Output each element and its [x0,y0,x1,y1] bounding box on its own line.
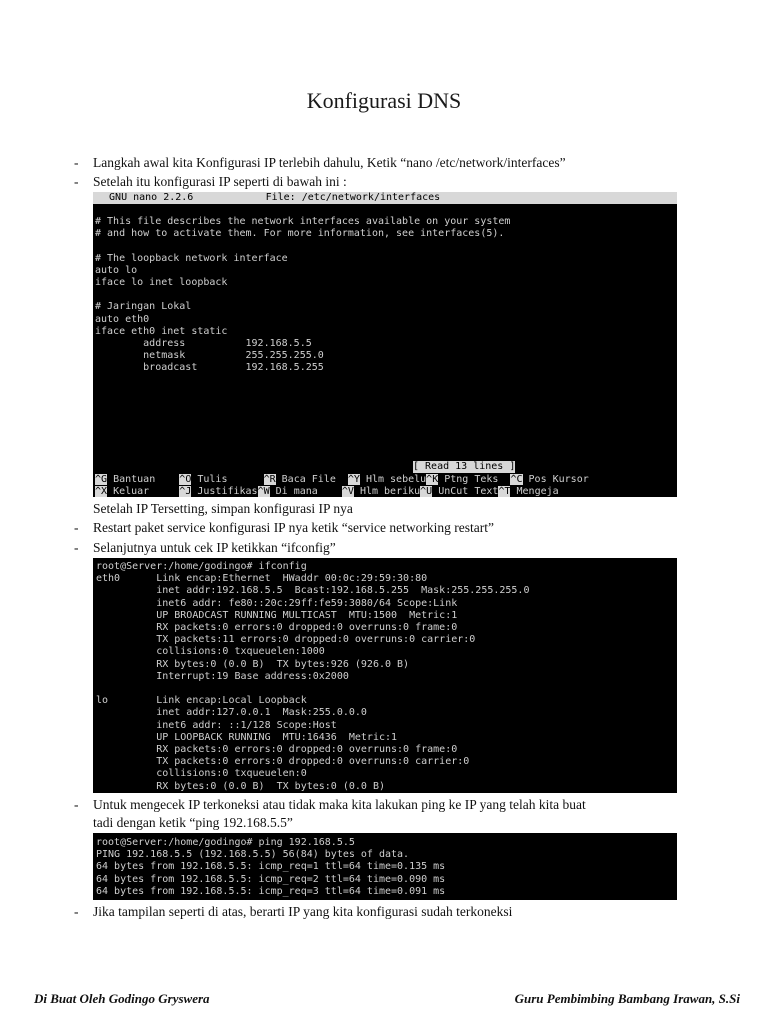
nano-status-text: [ Read 13 lines ] [413,461,516,472]
ifconfig-output: root@Server:/home/godingo# ifconfig eth0 Link encap:Ethernet HWaddr 00:0c:29:59:30:80 inet addr:192.168.5.5 Bcast:192.168.5.255 Mask:255.255.255.0 inet6 addr: fe80::20c:29ff:fe59:3080/64 Scope:Link UP BROADCAST RUNNING MULTICAST MTU:1500 Metric:1 RX packets:0 errors:0 dropped:0 overruns:0 frame:0 TX packets:11 errors:0 dropped:0 overruns:0 carrier:0 collisions:0 txqueuelen:1000 RX bytes:0 (0.0 B) TX bytes:926 (926.0 B) Interrupt:19 Base address:0x2000 lo Link encap:Local Loopback inet addr:127.0.0.1 Mask:255.0.0.0 inet6 addr: ::1/128 Scope:Host UP LOOPBACK RUNNING MTU:16436 Metric:1 RX packets:0 errors:0 dropped:0 overruns:0 frame:0 TX packets:0 errors:0 dropped:0 overruns:0 carrier:0 collisions:0 txqueuelen:0 RX bytes:0 (0.0 B) TX bytes:0 (0.0 B) [96,561,530,792]
list-item-text: Selanjutnya untuk cek IP ketikkan “ifconfig” [93,540,336,555]
nano-shortcut-key: ^W [257,486,270,497]
nano-shortcut-key: ^R [263,474,276,485]
list-item-text: Setelah itu konfigurasi IP seperti di bawah ini : [93,174,347,189]
nano-shortcut-label: Hlm sebelu [359,474,427,485]
nano-shortcut-label: Baca File [275,474,348,485]
nano-shortcut-key: ^T [498,486,511,497]
bullet-dash: - [74,174,79,189]
ping-terminal-screenshot [93,833,677,900]
nano-shortcut-key: ^Y [347,474,360,485]
nano-shortcut-label: Hlm beriku [353,486,421,497]
nano-shortcut-label: Justifikas [191,486,258,497]
list-item [74,173,694,191]
list-item-text: Untuk mengecek IP terkoneksi atau tidak maka kita lakukan ping ke IP yang telah kita buat [93,797,586,812]
nano-shortcut-row [95,486,589,497]
nano-shortcut-label: Pos Kursor [522,474,589,485]
ifconfig-terminal-screenshot [93,558,677,793]
bullet-dash: - [74,904,79,919]
list-item-text: Restart paket service konfigurasi IP nya ketik “service networking restart” [93,520,494,535]
nano-shortcut-label: Tulis [191,474,264,485]
nano-shortcut-label: Keluar [107,486,180,497]
nano-shortcut-label: Mengeja [510,486,559,497]
nano-status-bar [413,461,515,473]
list-item-text-continued: tadi dengan ketik “ping 192.168.5.5” [93,815,293,830]
nano-shortcut-bar [95,474,589,497]
nano-shortcut-key: ^X [95,486,108,497]
document-title: Konfigurasi DNS [306,88,462,113]
nano-shortcut-key: ^V [341,486,354,497]
nano-shortcut-label: Di mana [269,486,342,497]
nano-shortcut-key: ^J [179,486,192,497]
nano-shortcut-key: ^O [179,474,192,485]
footer-supervisor: Guru Pembimbing Bambang Irawan, S.Si [514,991,740,1006]
list-item-text: Jika tampilan seperti di atas, berarti IP yang kita konfigurasi sudah terkoneksi [93,904,513,919]
nano-shortcut-key: ^K [426,474,439,485]
nano-shortcut-row [95,474,589,486]
bullet-dash: - [74,540,79,555]
nano-shortcut-label: Ptng Teks [438,474,511,485]
bullet-dash: - [74,520,79,535]
footer-author: Di Buat Oleh Godingo Gryswera [34,991,210,1006]
bullet-dash: - [74,797,79,812]
nano-shortcut-key: ^U [420,486,433,497]
nano-file-content: # This file describes the network interfaces available on your system # and how to activate them. For more information, see interfaces(5). # The loopback network interface auto lo iface lo inet loopback # Jaringan Lokal auto eth0 iface eth0 inet static address 192.168.5.5 netmask 255.255.255.0 broadcast 192.168.5.255 [95,216,511,374]
bullet-dash: - [74,155,79,170]
ping-output: root@Server:/home/godingo# ping 192.168.5.5 PING 192.168.5.5 (192.168.5.5) 56(84) bytes of data. 64 bytes from 192.168.5.5: icmp_req=1 ttl=64 time=0.135 ms 64 bytes from 192.168.5.5: icmp_req=2 ttl=64 time=0.090 ms 64 bytes from 192.168.5.5: icmp_req=3 ttl=64 time=0.091 ms [96,837,446,897]
nano-shortcut-label: Bantuan [107,474,180,485]
nano-header-text: GNU nano 2.2.6 File: /etc/network/interfaces [97,192,441,203]
list-item [74,539,694,557]
list-item [74,796,694,832]
list-item [74,903,694,921]
nano-shortcut-label: UnCut Text [432,486,499,497]
nano-shortcut-key: ^G [95,474,108,485]
list-item [74,519,694,537]
nano-editor-screenshot [93,192,677,497]
nano-shortcut-key: ^C [510,474,523,485]
list-item [74,154,694,172]
list-item-text: Langkah awal kita Konfigurasi IP terlebih dahulu, Ketik “nano /etc/network/interfaces” [93,155,566,170]
nano-header-bar [93,192,677,204]
paragraph: Setelah IP Tersetting, simpan konfigurasi IP nya [93,501,353,516]
